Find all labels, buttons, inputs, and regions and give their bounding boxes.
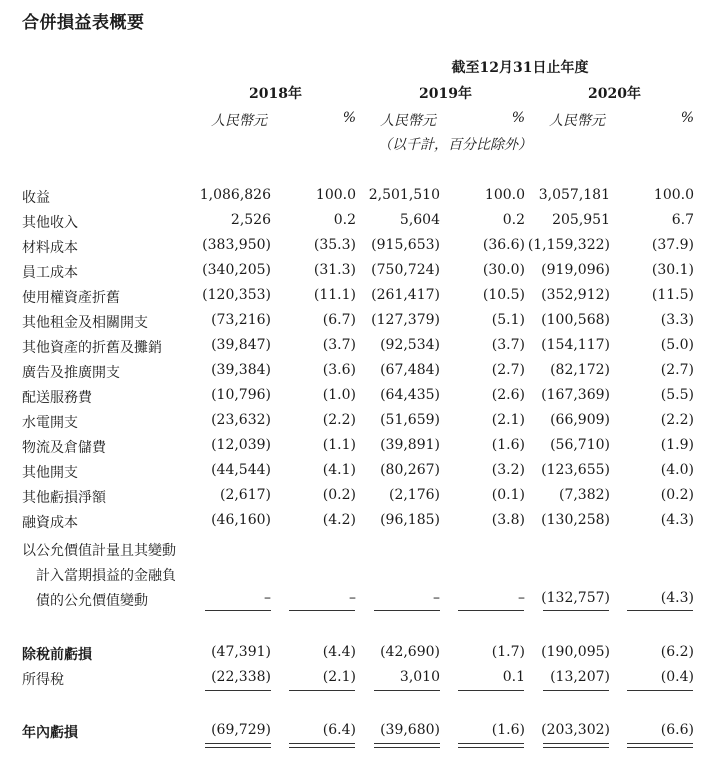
row-label: 材料成本 (22, 240, 78, 256)
fv-2019-pct: – (518, 590, 525, 606)
cell-2020-pct: 6.7 (671, 212, 694, 228)
rule-tax-c4 (458, 690, 524, 691)
loss-2018-amount: (69,729) (211, 722, 271, 738)
table-row (0, 262, 727, 286)
cell-2020-pct: (11.5) (651, 287, 694, 303)
tax-2019-pct: 0.1 (502, 669, 525, 685)
table-row (0, 212, 727, 236)
cell-2020-pct: (37.9) (651, 237, 694, 253)
cell-2020-pct: (2.7) (660, 362, 694, 378)
cell-2018-pct: (6.7) (322, 312, 356, 328)
cell-2018-amount: (340,205) (202, 262, 271, 278)
pretax-2018-amount: (47,391) (211, 644, 271, 660)
cell-2019-pct: (5.1) (491, 312, 525, 328)
table-row (0, 337, 727, 361)
pretax-label: 除稅前虧損 (22, 647, 92, 663)
cell-2019-amount: (96,185) (380, 512, 440, 528)
double-rule-c3 (374, 743, 440, 748)
table-row (0, 187, 727, 211)
loss-2020-pct: (6.6) (660, 722, 694, 738)
loss-2018-pct: (6.4) (322, 722, 356, 738)
double-rule-c2 (289, 743, 355, 748)
cell-2019-pct: (30.0) (482, 262, 525, 278)
cell-2020-pct: (0.2) (660, 487, 694, 503)
cell-2019-amount: (51,659) (380, 412, 440, 428)
cell-2019-amount: (39,891) (380, 437, 440, 453)
cell-2019-amount: 2,501,510 (368, 187, 440, 203)
cell-2020-pct: (2.2) (660, 412, 694, 428)
cell-2018-amount: (23,632) (211, 412, 271, 428)
cell-2020-amount: (130,258) (541, 512, 610, 528)
cell-2020-pct: (3.3) (660, 312, 694, 328)
cell-2019-amount: (915,653) (371, 237, 440, 253)
tax-label: 所得稅 (22, 672, 64, 688)
rule-tax-c2 (289, 690, 355, 691)
year-2019: 2019年 (419, 86, 472, 102)
cell-2018-amount: (383,950) (202, 237, 271, 253)
cell-2018-pct: (11.1) (313, 287, 356, 303)
double-rule-c5 (543, 743, 609, 748)
table-row (0, 287, 727, 311)
cell-2019-pct: (2.1) (491, 412, 525, 428)
cell-2019-pct: (3.7) (491, 337, 525, 353)
cell-2019-pct: (2.6) (491, 387, 525, 403)
cell-2018-pct: (4.1) (322, 462, 356, 478)
cell-2018-pct: (2.2) (322, 412, 356, 428)
fv-label-line-1: 以公允價值計量且其變動 (22, 543, 176, 559)
cell-2019-pct: (3.2) (491, 462, 525, 478)
cell-2018-pct: 100.0 (315, 187, 356, 203)
cell-2018-pct: (1.1) (322, 437, 356, 453)
cell-2019-amount: (92,534) (380, 337, 440, 353)
cell-2020-pct: (30.1) (651, 262, 694, 278)
table-row (0, 487, 727, 511)
cell-2019-pct: 100.0 (484, 187, 525, 203)
cell-2018-amount: (39,384) (211, 362, 271, 378)
cell-2019-amount: (64,435) (380, 387, 440, 403)
cell-2020-amount: (82,172) (550, 362, 610, 378)
cell-2019-pct: (10.5) (482, 287, 525, 303)
fv-label-line-2: 計入當期損益的金融負 (22, 568, 176, 584)
rule-tax-c6 (627, 690, 693, 691)
year-2020: 2020年 (588, 86, 641, 102)
cell-2018-pct: (4.2) (322, 512, 356, 528)
rule-tax-c1 (205, 690, 271, 691)
cell-2018-amount: 2,526 (230, 212, 271, 228)
loss-2019-amount: (39,680) (380, 722, 440, 738)
cell-2018-amount: 1,086,826 (199, 187, 271, 203)
table-row (0, 237, 727, 261)
pct-label-2020: % (680, 110, 694, 126)
cell-2020-amount: 205,951 (552, 212, 610, 228)
cell-2018-amount: (39,847) (211, 337, 271, 353)
cell-2018-amount: (44,544) (211, 462, 271, 478)
double-rule-c1 (205, 743, 271, 748)
cell-2020-amount: (7,382) (558, 487, 610, 503)
row-label: 廣告及推廣開支 (22, 365, 120, 381)
table-row (0, 512, 727, 536)
tax-2018-pct: (2.1) (322, 669, 356, 685)
rule-fv-c3 (374, 610, 440, 611)
loss-2020-amount: (203,302) (541, 722, 610, 738)
cell-2020-amount: (56,710) (550, 437, 610, 453)
year-2018: 2018年 (249, 86, 302, 102)
row-label: 其他資產的折舊及攤銷 (22, 340, 162, 356)
cell-2018-pct: (31.3) (313, 262, 356, 278)
cell-2018-pct: (3.6) (322, 362, 356, 378)
fv-2019-amount: – (433, 590, 440, 606)
table-row (0, 312, 727, 336)
cell-2019-pct: (3.8) (491, 512, 525, 528)
cell-2018-amount: (73,216) (211, 312, 271, 328)
cell-2018-pct: (0.2) (322, 487, 356, 503)
cell-2019-amount: (67,484) (380, 362, 440, 378)
cell-2020-pct: (4.0) (660, 462, 694, 478)
cell-2019-amount: (80,267) (380, 462, 440, 478)
fv-2018-amount: – (264, 590, 271, 606)
tax-2018-amount: (22,338) (211, 669, 271, 685)
row-label: 其他虧損淨額 (22, 490, 106, 506)
cell-2018-amount: (12,039) (211, 437, 271, 453)
cell-2018-amount: (10,796) (211, 387, 271, 403)
cell-2018-pct: (1.0) (322, 387, 356, 403)
fv-2020-pct: (4.3) (660, 590, 694, 606)
cell-2018-amount: (2,617) (219, 487, 271, 503)
unit-label-2020: 人民幣元 (549, 113, 605, 129)
pretax-row (0, 644, 727, 668)
row-label: 收益 (22, 190, 50, 206)
pretax-2020-pct: (6.2) (660, 644, 694, 660)
unit-label-2018: 人民幣元 (211, 113, 267, 129)
cell-2020-amount: (167,369) (541, 387, 610, 403)
table-row (0, 387, 727, 411)
fv-values-row (0, 590, 727, 614)
cell-2019-amount: (750,724) (371, 262, 440, 278)
period-header: 截至12月31日止年度 (451, 60, 589, 76)
cell-2020-amount: (100,568) (541, 312, 610, 328)
rule-fv-c4 (458, 610, 524, 611)
cell-2020-amount: (352,912) (541, 287, 610, 303)
cell-2019-pct: (36.6) (482, 237, 525, 253)
fv-2020-amount: (132,757) (541, 590, 610, 606)
cell-2020-amount: (123,655) (541, 462, 610, 478)
row-label: 其他租金及相關開支 (22, 315, 148, 331)
rule-fv-c6 (627, 610, 693, 611)
row-label: 員工成本 (22, 265, 78, 281)
cell-2020-amount: (919,096) (541, 262, 610, 278)
cell-2020-pct: (5.5) (660, 387, 694, 403)
cell-2020-pct: (4.3) (660, 512, 694, 528)
rule-fv-c2 (289, 610, 355, 611)
rule-tax-c5 (543, 690, 609, 691)
tax-2020-pct: (0.4) (660, 669, 694, 685)
rule-fv-c1 (205, 610, 271, 611)
cell-2020-amount: (154,117) (541, 337, 610, 353)
pct-label-2019: % (511, 110, 525, 126)
table-row (0, 437, 727, 461)
pretax-2018-pct: (4.4) (322, 644, 356, 660)
row-label: 其他開支 (22, 465, 78, 481)
tax-row (0, 669, 727, 693)
cell-2020-pct: (5.0) (660, 337, 694, 353)
tax-2019-amount: 3,010 (399, 669, 440, 685)
double-rule-c6 (627, 743, 693, 748)
rule-fv-c5 (543, 610, 609, 611)
loss-row (0, 722, 727, 746)
cell-2020-pct: (1.9) (660, 437, 694, 453)
row-label: 配送服務費 (22, 390, 92, 406)
row-label: 使用權資產折舊 (22, 290, 120, 306)
cell-2020-amount: 3,057,181 (538, 187, 610, 203)
cell-2019-pct: (0.1) (491, 487, 525, 503)
cell-2019-amount: (2,176) (388, 487, 440, 503)
pretax-2020-amount: (190,095) (541, 644, 610, 660)
unit-label-2019: 人民幣元 (380, 113, 436, 129)
loss-2019-pct: (1.6) (491, 722, 525, 738)
cell-2020-pct: 100.0 (653, 187, 694, 203)
pretax-2019-pct: (1.7) (491, 644, 525, 660)
cell-2019-pct: 0.2 (502, 212, 525, 228)
unit-note: （以千計，百分比除外） (378, 137, 532, 153)
row-label: 水電開支 (22, 415, 78, 431)
row-label: 其他收入 (22, 215, 78, 231)
cell-2018-amount: (120,353) (202, 287, 271, 303)
cell-2019-pct: (1.6) (491, 437, 525, 453)
cell-2020-amount: (66,909) (550, 412, 610, 428)
row-label: 物流及倉儲費 (22, 440, 106, 456)
table-row (0, 462, 727, 486)
loss-label: 年內虧損 (22, 725, 78, 741)
cell-2019-amount: (127,379) (371, 312, 440, 328)
table-row (0, 362, 727, 386)
pretax-2019-amount: (42,690) (380, 644, 440, 660)
rule-tax-c3 (374, 690, 440, 691)
double-rule-c4 (458, 743, 524, 748)
cell-2020-amount: (1,159,322) (527, 237, 610, 253)
cell-2019-amount: 5,604 (399, 212, 440, 228)
tax-2020-amount: (13,207) (550, 669, 610, 685)
table-row (0, 412, 727, 436)
row-label: 融資成本 (22, 515, 78, 531)
cell-2018-pct: (3.7) (322, 337, 356, 353)
fv-2018-pct: – (349, 590, 356, 606)
cell-2018-pct: 0.2 (333, 212, 356, 228)
cell-2019-pct: (2.7) (491, 362, 525, 378)
page-title: 合併損益表概要 (22, 13, 145, 33)
pct-label-2018: % (342, 110, 356, 126)
cell-2018-pct: (35.3) (313, 237, 356, 253)
fv-label-line-3: 債的公允價值變動 (22, 593, 148, 609)
cell-2019-amount: (261,417) (371, 287, 440, 303)
cell-2018-amount: (46,160) (211, 512, 271, 528)
